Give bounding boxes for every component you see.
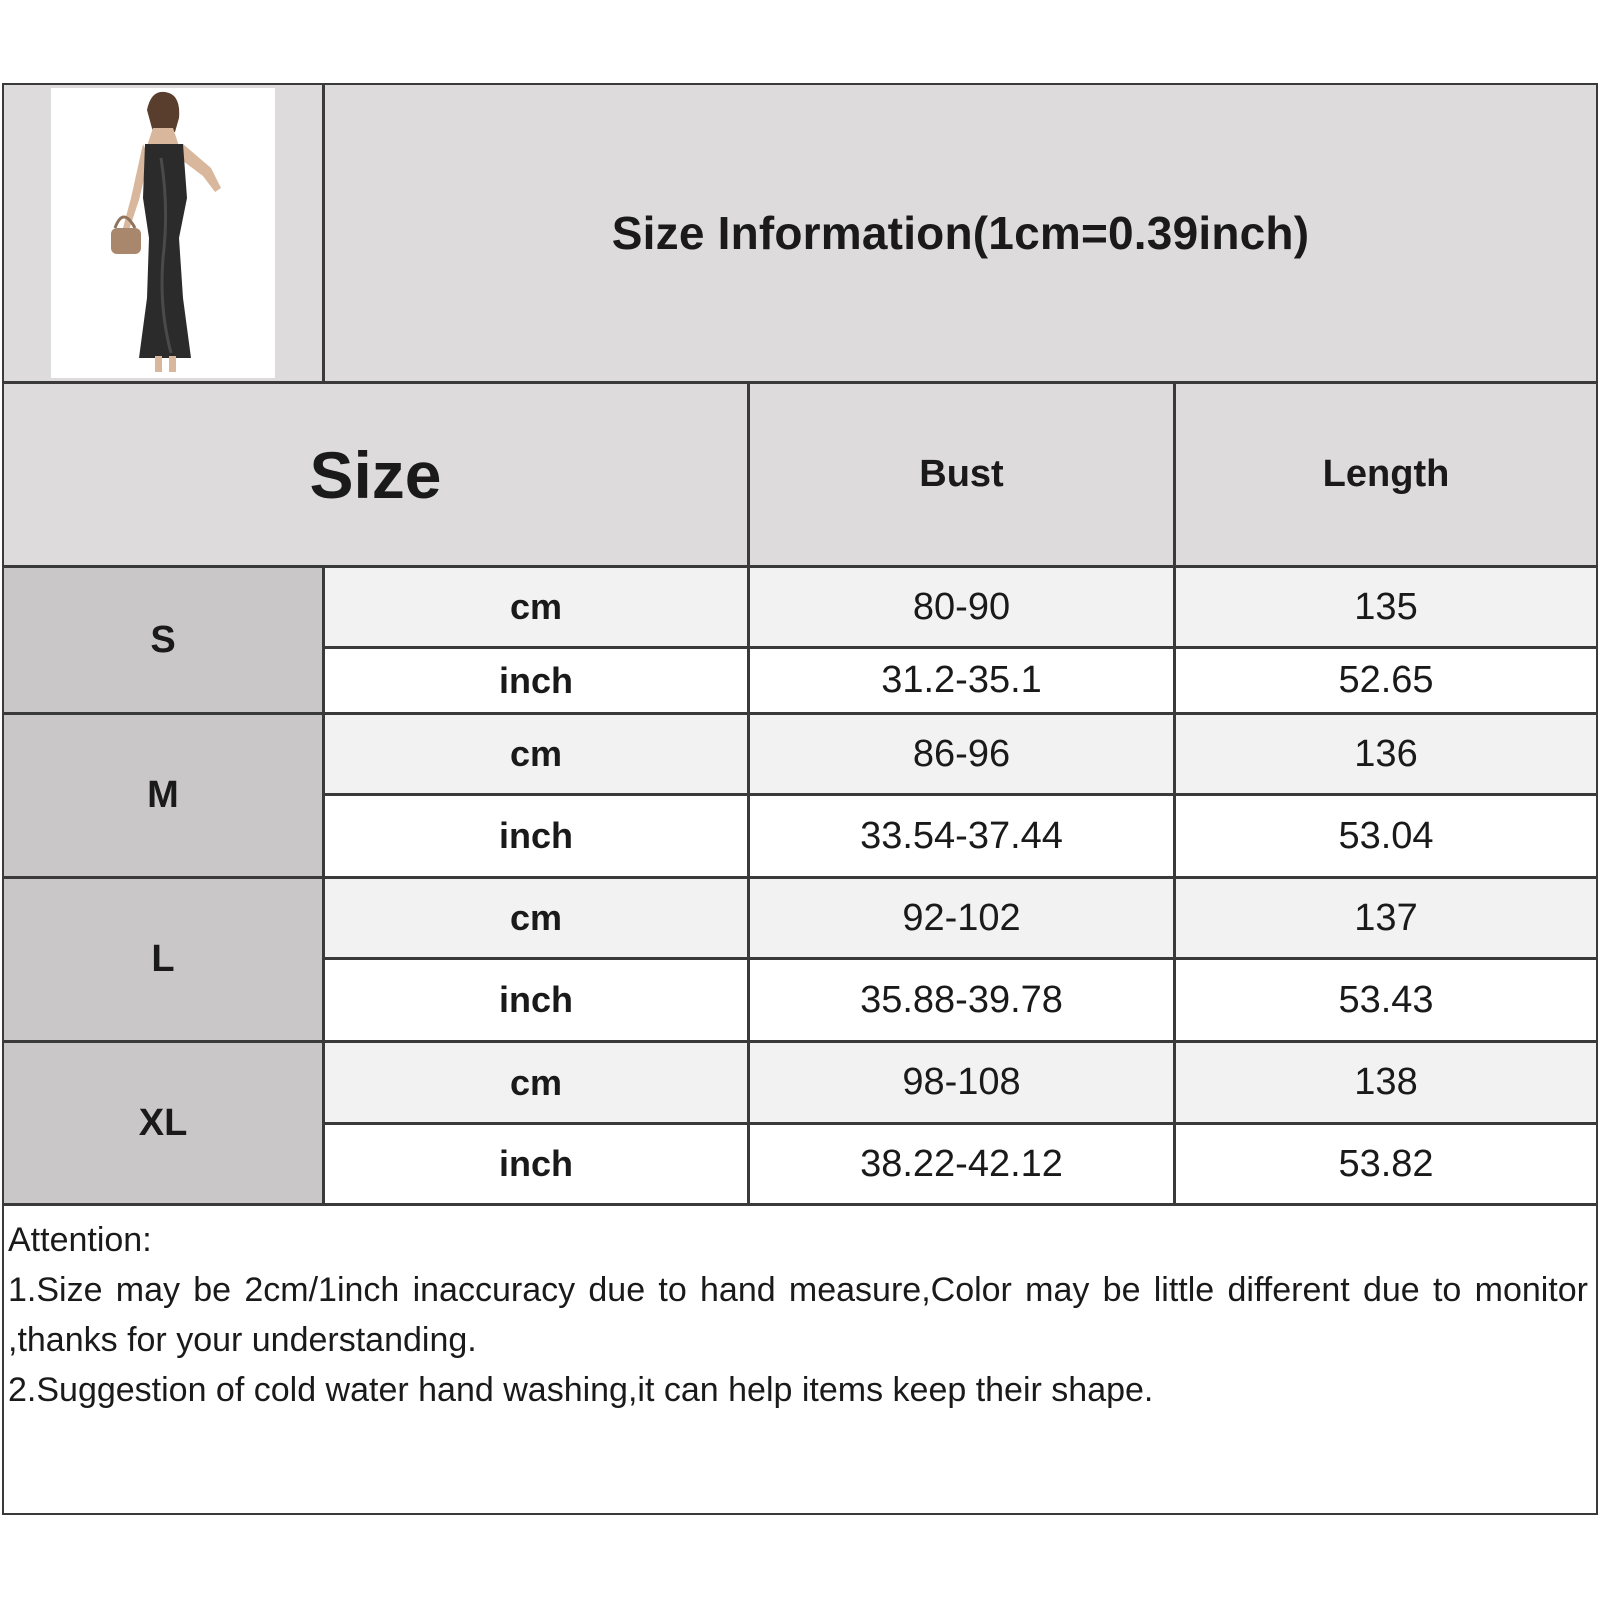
attention-line-1: 1.Size may be 2cm/1inch inaccuracy due to hand measure,Color may be little different due to monitor ,thanks for your understanding. xyxy=(8,1271,1588,1359)
grid-line xyxy=(2,712,1598,715)
length-value: 137 xyxy=(1176,879,1596,957)
bust-value: 35.88-39.78 xyxy=(750,960,1173,1040)
length-value: 52.65 xyxy=(1176,649,1596,712)
grid-line xyxy=(2,1040,1598,1043)
unit-label: cm xyxy=(325,879,747,957)
grid-line xyxy=(2,876,1598,879)
attention-notes xyxy=(8,1215,1588,1415)
grid-line xyxy=(747,381,750,568)
unit-label: inch xyxy=(325,796,747,876)
bust-value: 80-90 xyxy=(750,568,1173,646)
size-label-s: S xyxy=(4,568,322,712)
grid-line xyxy=(2,1203,1598,1206)
unit-label: cm xyxy=(325,568,747,646)
bust-value: 98-108 xyxy=(750,1043,1173,1122)
grid-line xyxy=(322,646,1598,649)
product-image-cell xyxy=(4,85,322,381)
grid-line xyxy=(747,565,750,1205)
attention-heading: Attention: xyxy=(8,1221,152,1259)
size-column-header: Size xyxy=(4,384,747,565)
length-value: 136 xyxy=(1176,715,1596,793)
grid-line xyxy=(322,793,1598,796)
unit-label: inch xyxy=(325,1125,747,1203)
unit-label: inch xyxy=(325,960,747,1040)
bust-value: 38.22-42.12 xyxy=(750,1125,1173,1203)
length-value: 135 xyxy=(1176,568,1596,646)
length-value: 53.82 xyxy=(1176,1125,1596,1203)
chart-title: Size Information(1cm=0.39inch) xyxy=(325,85,1596,381)
grid-line xyxy=(322,83,325,383)
grid-line xyxy=(2,381,1598,384)
bust-value: 31.2-35.1 xyxy=(750,649,1173,712)
unit-label: cm xyxy=(325,715,747,793)
unit-label: cm xyxy=(325,1043,747,1122)
grid-line xyxy=(322,1122,1598,1125)
size-label-xl: XL xyxy=(4,1043,322,1203)
product-photo xyxy=(51,88,275,378)
attention-line-2: 2.Suggestion of cold water hand washing,it can help items keep their shape. xyxy=(8,1371,1154,1409)
length-column-header: Length xyxy=(1176,384,1596,565)
bust-value: 92-102 xyxy=(750,879,1173,957)
bust-value: 86-96 xyxy=(750,715,1173,793)
bust-value: 33.54-37.44 xyxy=(750,796,1173,876)
grid-line xyxy=(2,565,1598,568)
bust-column-header: Bust xyxy=(750,384,1173,565)
length-value: 53.04 xyxy=(1176,796,1596,876)
grid-line xyxy=(322,565,325,1205)
length-value: 138 xyxy=(1176,1043,1596,1122)
unit-label: inch xyxy=(325,649,747,712)
grid-line xyxy=(322,957,1598,960)
size-label-l: L xyxy=(4,879,322,1040)
size-label-m: M xyxy=(4,715,322,876)
length-value: 53.43 xyxy=(1176,960,1596,1040)
